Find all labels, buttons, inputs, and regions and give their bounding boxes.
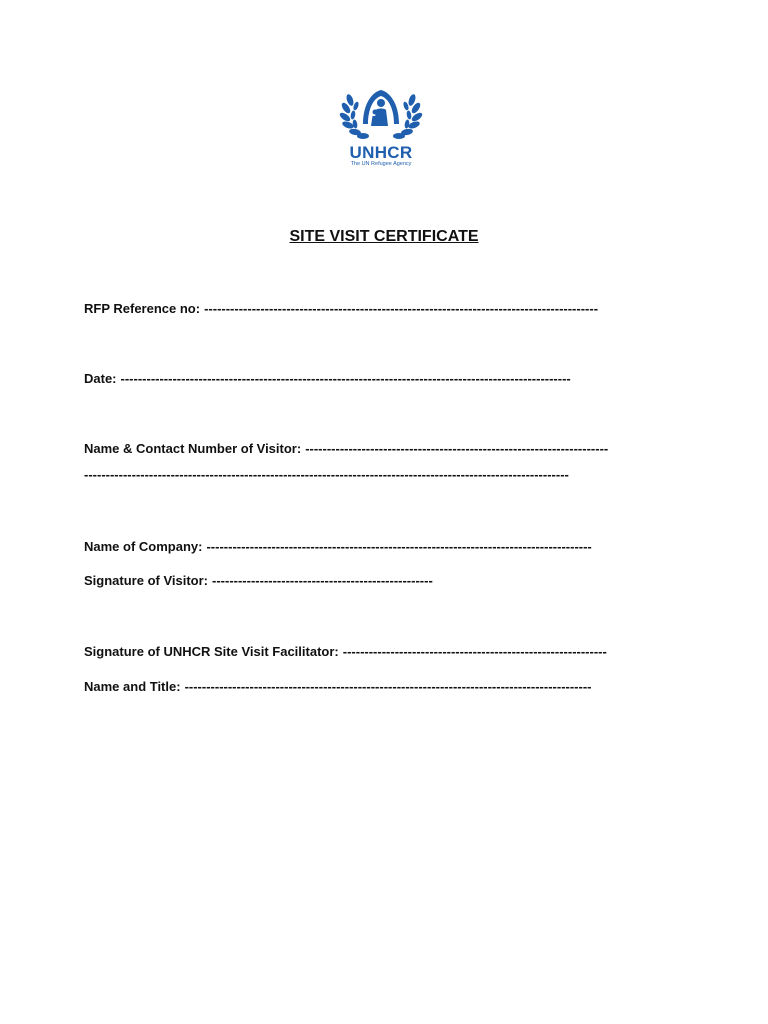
visitor-signature-fill: --------------------------------------------------- [212, 573, 433, 588]
facilitator-signature-fill: ------------------------------------------------------------- [342, 644, 607, 659]
name-title-field [84, 679, 676, 695]
rfp-reference-fill: ------------------------------------------------------------------------------------------- [204, 301, 599, 316]
date-field [84, 371, 704, 387]
visitor-signature-label: Signature of Visitor: [84, 573, 208, 588]
document-title: SITE VISIT CERTIFICATE [289, 228, 479, 245]
company-label: Name of Company: [84, 539, 203, 554]
visitor-name-contact-fill-line2: ---------------------------------------------------------------------------------------------------------------- [84, 467, 569, 482]
facilitator-signature-label: Signature of UNHCR Site Visit Facilitator: [84, 644, 339, 659]
company-fill: ----------------------------------------------------------------------------------------- [206, 539, 592, 554]
name-title-label: Name and Title: [84, 679, 181, 694]
rfp-reference-label: RFP Reference no: [84, 301, 201, 316]
logo-wordmark: UNHCR [349, 143, 413, 162]
date-fill: -------------------------------------------------------------------------------------------------------- [120, 371, 571, 386]
company-field [84, 539, 678, 555]
rfp-reference-field [84, 301, 704, 317]
facilitator-signature-field [84, 644, 676, 660]
unhcr-logo [336, 86, 426, 168]
visitor-signature-field [84, 573, 704, 589]
name-title-fill: ---------------------------------------------------------------------------------------------- [184, 679, 592, 694]
visitor-name-contact-label: Name & Contact Number of Visitor: [84, 441, 302, 456]
visitor-name-contact-field [84, 441, 704, 457]
visitor-name-contact-fill: ---------------------------------------------------------------------- [305, 441, 609, 456]
unhcr-emblem-icon [336, 86, 426, 144]
date-label: Date: [84, 371, 117, 386]
logo-tagline: The UN Refugee Agency [350, 161, 412, 167]
